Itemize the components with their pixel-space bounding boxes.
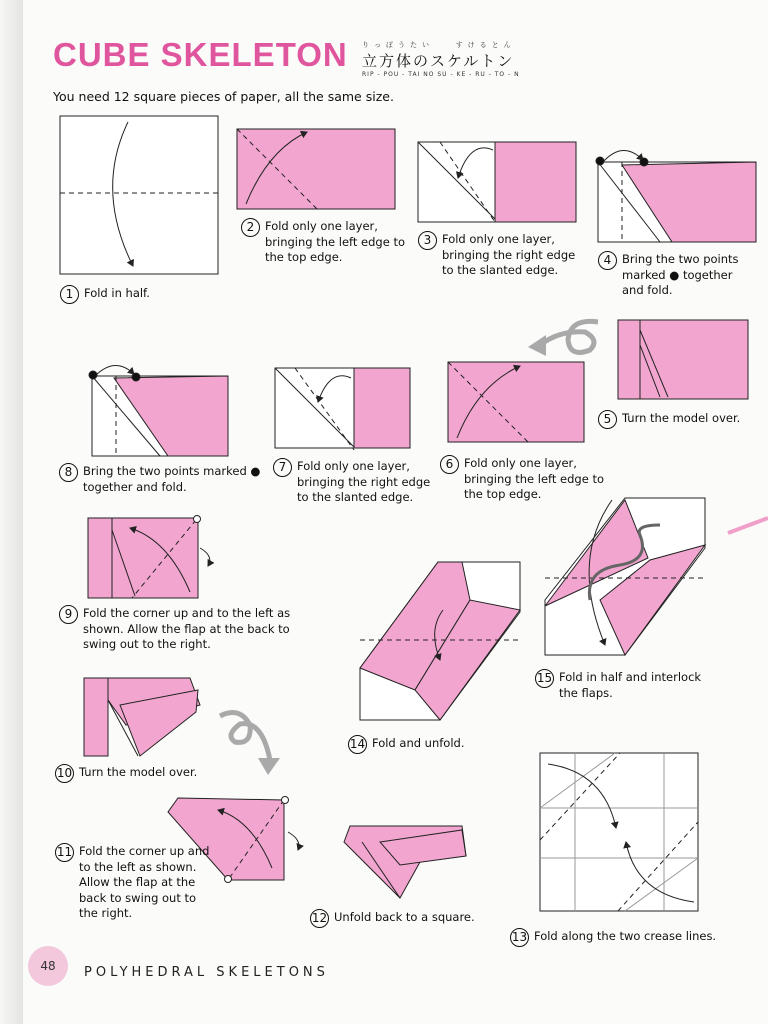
diagram-step-8 <box>89 365 228 456</box>
step-9: 9 Fold the corner up and to the left as shown. Allow the flap at the back to swing out to the right. <box>59 606 304 653</box>
step-6: 6 Fold only one layer, bringing the left edge to the top edge. <box>440 456 606 503</box>
step-2: 2 Fold only one layer, bringing the left edge to the top edge. <box>241 219 409 266</box>
step-1: 1 Fold in half. <box>60 286 210 302</box>
step-14: 14 Fold and unfold. <box>348 736 488 752</box>
step-11: 11 Fold the corner up and to the left as shown. Allow the flap at the back to swing out to the right. <box>56 844 210 921</box>
step-10: 10 Turn the model over. <box>55 765 225 781</box>
japanese-main-title: 立方体のスケルトン <box>362 52 515 70</box>
diagram-step-12 <box>344 826 466 898</box>
diagram-step-14 <box>360 562 520 720</box>
footer-section-title: POLYHEDRAL SKELETONS <box>84 965 329 980</box>
page-number-badge: 48 <box>28 946 68 986</box>
step-8: 8 Bring the two points marked ● together and fold. <box>59 464 264 495</box>
step-15: 15 Fold in half and interlock the flaps. <box>536 670 702 700</box>
page-title: CUBE SKELETON <box>53 36 348 73</box>
step-13: 13 Fold along the two crease lines. <box>510 929 740 945</box>
diagram-step-3 <box>418 142 576 222</box>
step-4: 4 Bring the two points marked ● together and fold. <box>598 252 748 299</box>
diagram-step-4 <box>596 150 756 242</box>
diagram-step-5 <box>618 320 748 399</box>
diagram-step-7 <box>275 368 410 450</box>
step-5: 5 Turn the model over. <box>598 411 748 427</box>
materials-note: You need 12 square pieces of paper, all the same size. <box>53 89 394 104</box>
diagram-step-10 <box>84 678 200 756</box>
diagram-step-15 <box>545 498 705 655</box>
japanese-ruby-a: りっぽうたい すけるとん <box>362 41 516 49</box>
step-3: 3 Fold only one layer, bringing the right edge to the slanted edge. <box>418 232 590 279</box>
diagram-step-1 <box>60 116 218 274</box>
step-7: 7 Fold only one layer, bringing the right edge to the slanted edge. <box>273 459 441 506</box>
step-12: 12 Unfold back to a square. <box>310 910 490 926</box>
japanese-romaji: RIP - POU - TAI NO SU - KE - RU - TO - N <box>362 71 520 78</box>
diagram-step-6 <box>448 362 584 442</box>
diagram-step-13 <box>540 753 698 911</box>
diagram-step-2 <box>237 129 395 209</box>
diagram-step-9 <box>88 516 210 599</box>
